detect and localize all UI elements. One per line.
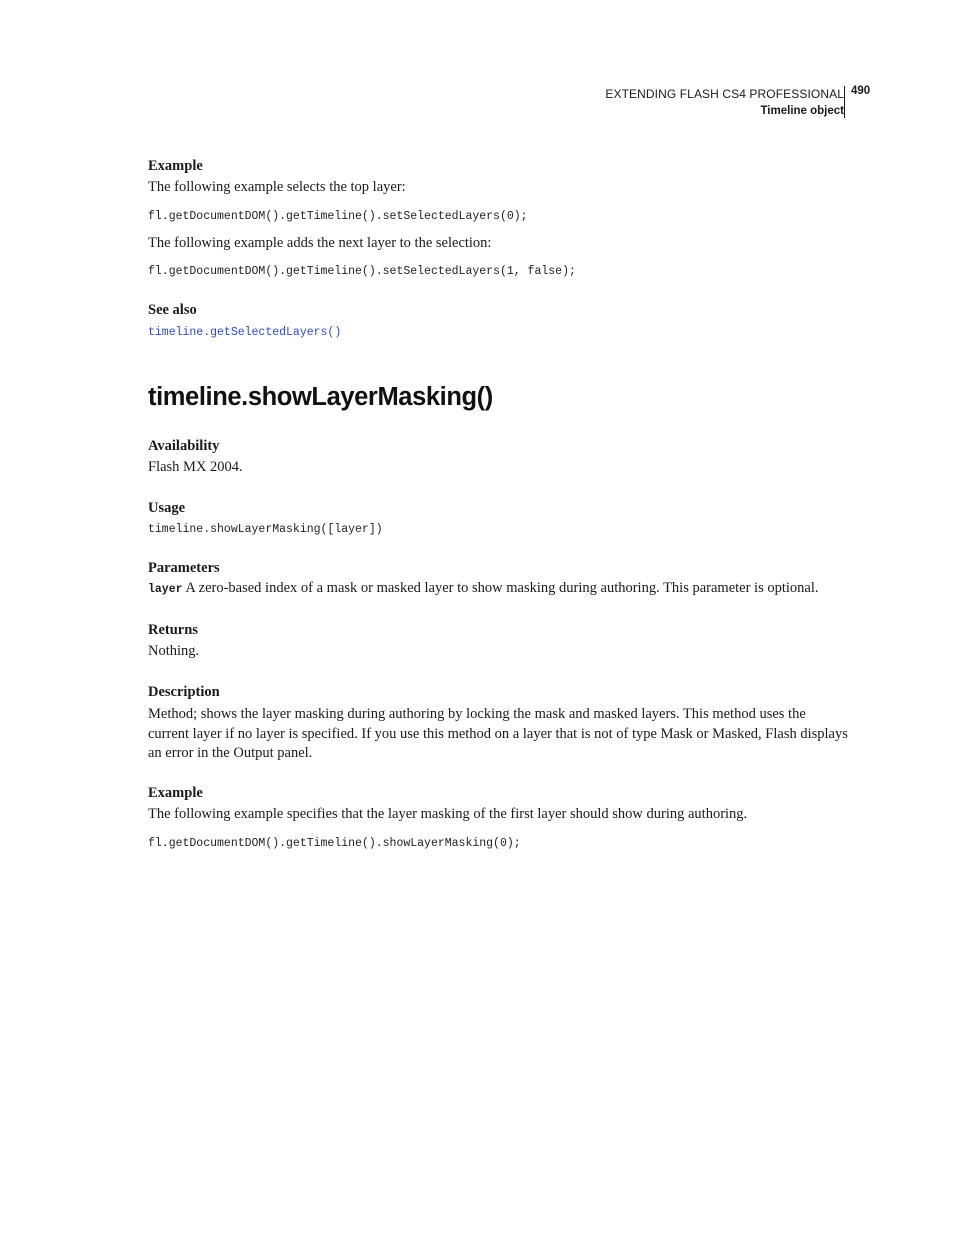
code-sample: fl.getDocumentDOM().getTimeline().setSelectedLayers(0); bbox=[148, 210, 528, 223]
usage-code: timeline.showLayerMasking([layer]) bbox=[148, 523, 383, 536]
header-title: EXTENDING FLASH CS4 PROFESSIONAL bbox=[605, 87, 844, 101]
page-number: 490 bbox=[851, 85, 871, 97]
header-divider bbox=[844, 86, 845, 118]
parameters-heading: Parameters bbox=[148, 560, 220, 576]
returns-text: Nothing. bbox=[148, 643, 200, 659]
see-also-link[interactable]: timeline.getSelectedLayers() bbox=[148, 326, 342, 339]
usage-heading: Usage bbox=[148, 500, 186, 516]
example-text: The following example selects the top layer: bbox=[148, 179, 406, 195]
parameter-row bbox=[148, 580, 819, 597]
see-also-heading: See also bbox=[148, 302, 197, 318]
running-header bbox=[605, 86, 844, 119]
availability-heading: Availability bbox=[148, 438, 220, 454]
returns-heading: Returns bbox=[148, 622, 198, 638]
availability-text: Flash MX 2004. bbox=[148, 459, 243, 475]
example-heading: Example bbox=[148, 785, 203, 801]
description-text: Method; shows the layer masking during authoring by locking the mask and masked layers. This method uses the current layer if no layer is specified. If you use this method on a layer that is not of type Mask or Masked, Flash displays an error in the Output panel. bbox=[148, 706, 848, 761]
parameter-name: layer bbox=[148, 583, 183, 596]
header-subtitle: Timeline object bbox=[760, 105, 844, 117]
method-title: timeline.showLayerMasking() bbox=[148, 383, 493, 411]
example-heading: Example bbox=[148, 158, 203, 174]
example-text: The following example adds the next layer to the selection: bbox=[148, 235, 492, 251]
code-sample: fl.getDocumentDOM().getTimeline().showLayerMasking(0); bbox=[148, 837, 521, 850]
description-heading: Description bbox=[148, 684, 220, 700]
code-sample: fl.getDocumentDOM().getTimeline().setSelectedLayers(1, false); bbox=[148, 265, 576, 278]
parameter-description: A zero-based index of a mask or masked layer to show masking during authoring. This parameter is optional. bbox=[185, 580, 819, 596]
example-text: The following example specifies that the layer masking of the first layer should show during authoring. bbox=[148, 806, 748, 822]
